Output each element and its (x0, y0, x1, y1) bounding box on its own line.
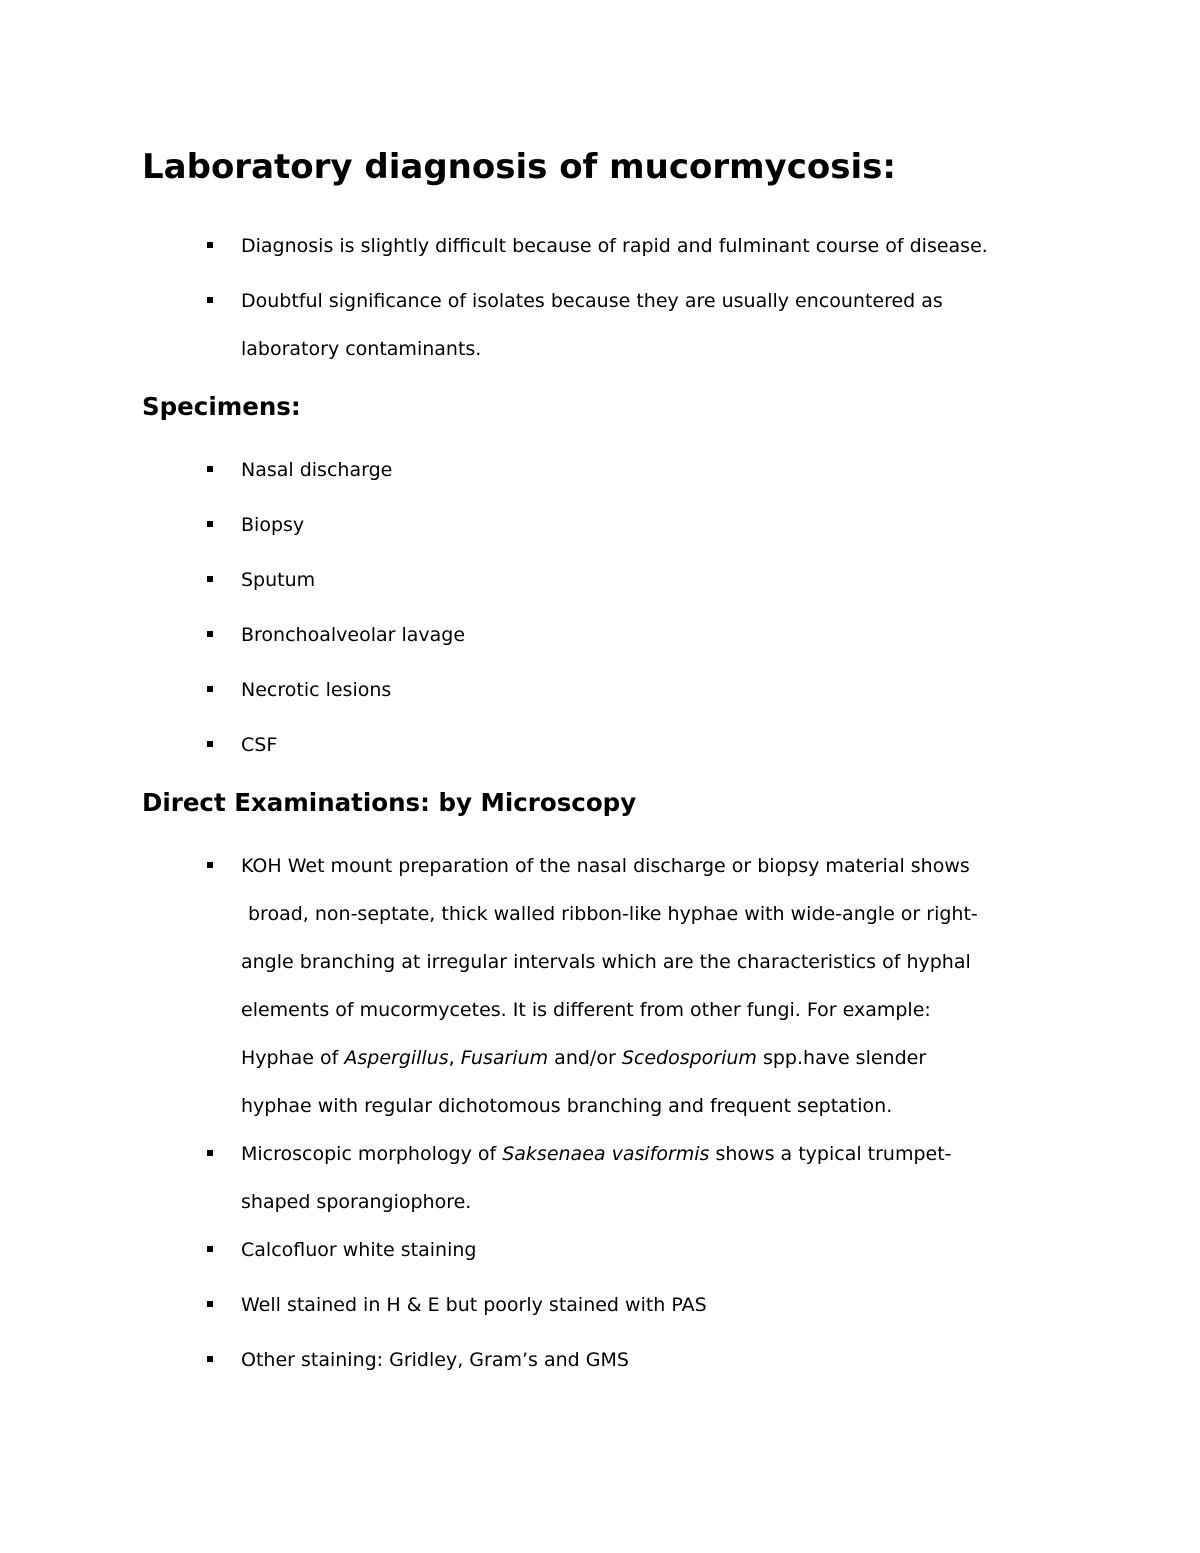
list-item (0, 842, 1061, 1130)
specimens-heading: Specimens: (142, 392, 301, 421)
square-bullet-icon (207, 297, 213, 303)
direct-examinations-heading: Direct Examinations: by Microscopy (142, 788, 637, 817)
list-item (0, 666, 1061, 714)
koh-line: broad, non-septate, thick walled ribbon-like hyphae with wide-angle or right- (248, 903, 978, 925)
staining-item: Other staining: Gridley, Gram’s and GMS (241, 1349, 629, 1371)
koh-text: spp.have slender (756, 1047, 927, 1069)
list-item (0, 446, 1061, 494)
specimen-item: Nasal discharge (241, 459, 393, 481)
specimen-item: CSF (241, 734, 278, 756)
koh-text: Hyphae of (241, 1047, 345, 1069)
staining-item: Well stained in H & E but poorly stained with PAS (241, 1294, 707, 1316)
koh-line: angle branching at irregular intervals which are the characteristics of hyphal (241, 951, 971, 973)
square-bullet-icon (207, 1246, 213, 1252)
direct-examinations-list (0, 842, 1200, 1391)
list-item (0, 1281, 1061, 1329)
saksenaea-line: shaped sporangiophore. (241, 1191, 472, 1213)
list-item (0, 611, 1061, 659)
list-item (0, 501, 1061, 549)
list-item-text: Doubtful significance of isolates because they are usually encountered as (241, 290, 943, 312)
intro-list (0, 222, 1200, 380)
saksenaea-text: Microscopic morphology of (241, 1143, 503, 1165)
koh-line: KOH Wet mount preparation of the nasal discharge or biopsy material shows (241, 855, 970, 877)
specimen-item: Sputum (241, 569, 316, 591)
list-item (0, 556, 1061, 604)
specimen-item: Necrotic lesions (241, 679, 392, 701)
square-bullet-icon (207, 466, 213, 472)
koh-line (241, 1034, 1061, 1082)
list-item-text: laboratory contaminants. (241, 338, 482, 360)
square-bullet-icon (207, 1356, 213, 1362)
specimens-list (0, 446, 1200, 776)
saksenaea-line (241, 1130, 1061, 1178)
saksenaea-text: shows a typical trumpet- (709, 1143, 952, 1165)
page-title: Laboratory diagnosis of mucormycosis: (142, 147, 896, 187)
square-bullet-icon (207, 741, 213, 747)
koh-text: , (448, 1047, 461, 1069)
square-bullet-icon (207, 576, 213, 582)
genus-name: Aspergillus (344, 1047, 449, 1069)
list-item (0, 1226, 1061, 1274)
square-bullet-icon (207, 521, 213, 527)
list-item (0, 222, 1061, 270)
staining-item: Calcofluor white staining (241, 1239, 477, 1261)
square-bullet-icon (207, 686, 213, 692)
list-item (0, 1336, 1061, 1384)
specimen-item: Biopsy (241, 514, 305, 536)
square-bullet-icon (207, 242, 213, 248)
square-bullet-icon (207, 1301, 213, 1307)
list-item-text: Diagnosis is slightly difficult because of rapid and fulminant course of disease. (241, 235, 988, 257)
genus-name: Scedosporium (621, 1047, 757, 1069)
specimen-item: Bronchoalveolar lavage (241, 624, 466, 646)
koh-line: elements of mucormycetes. It is different from other fungi. For example: (241, 999, 931, 1021)
square-bullet-icon (207, 862, 213, 868)
genus-name: Fusarium (460, 1047, 549, 1069)
square-bullet-icon (207, 631, 213, 637)
species-name: Saksenaea vasiformis (502, 1143, 710, 1165)
square-bullet-icon (207, 1150, 213, 1156)
list-item (0, 1130, 1061, 1226)
list-item (0, 721, 1061, 769)
koh-line: hyphae with regular dichotomous branching and frequent septation. (241, 1095, 893, 1117)
list-item (0, 277, 1061, 373)
koh-text: and/or (548, 1047, 622, 1069)
